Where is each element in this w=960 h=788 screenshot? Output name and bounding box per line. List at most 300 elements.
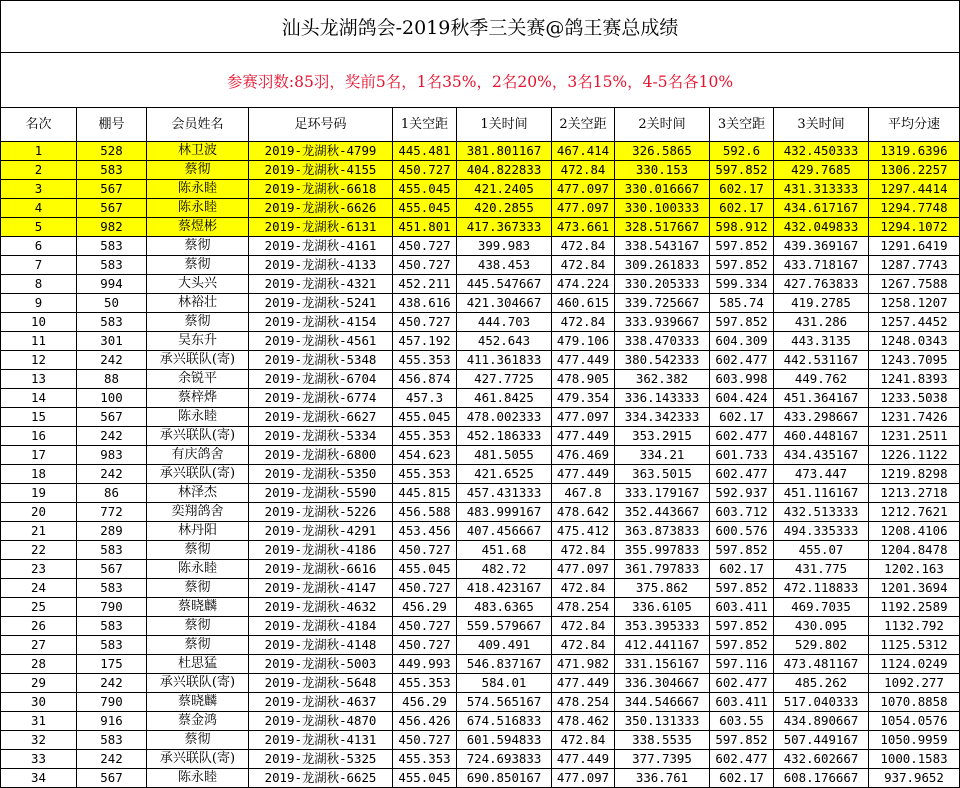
cell-stage1-distance: 455.045 <box>393 769 457 788</box>
cell-stage1-distance: 450.727 <box>393 161 457 180</box>
cell-loft-no: 772 <box>77 503 147 522</box>
cell-stage3-distance: 602.477 <box>710 674 774 693</box>
cell-stage1-time: 559.579667 <box>457 617 552 636</box>
cell-rank: 17 <box>1 446 77 465</box>
cell-rank: 26 <box>1 617 77 636</box>
cell-loft-no: 983 <box>77 446 147 465</box>
cell-stage3-distance: 603.411 <box>710 693 774 712</box>
cell-member-name: 林泽杰 <box>147 484 249 503</box>
cell-stage1-time: 381.801167 <box>457 142 552 161</box>
cell-stage1-time: 418.423167 <box>457 579 552 598</box>
table-row <box>1 503 960 522</box>
cell-stage1-time: 584.01 <box>457 674 552 693</box>
cell-stage3-distance: 598.912 <box>710 218 774 237</box>
cell-stage3-time: 473.447 <box>774 465 869 484</box>
cell-member-name: 蔡彻 <box>147 256 249 275</box>
cell-ring-no: 2019-龙湖秋-5648 <box>249 674 393 693</box>
cell-rank: 13 <box>1 370 77 389</box>
cell-stage2-distance: 477.097 <box>552 560 615 579</box>
cell-stage3-time: 419.2785 <box>774 294 869 313</box>
cell-rank: 22 <box>1 541 77 560</box>
cell-stage3-distance: 592.6 <box>710 142 774 161</box>
cell-stage1-distance: 456.29 <box>393 598 457 617</box>
cell-stage3-distance: 603.712 <box>710 503 774 522</box>
cell-member-name: 蔡彻 <box>147 161 249 180</box>
cell-stage1-distance: 450.727 <box>393 579 457 598</box>
cell-loft-no: 982 <box>77 218 147 237</box>
cell-member-name: 陈永睦 <box>147 769 249 788</box>
column-header-loft-no: 棚号 <box>77 108 147 142</box>
cell-average-speed: 1226.1122 <box>869 446 960 465</box>
cell-stage2-distance: 474.224 <box>552 275 615 294</box>
cell-rank: 18 <box>1 465 77 484</box>
cell-loft-no: 583 <box>77 313 147 332</box>
cell-rank: 4 <box>1 199 77 218</box>
cell-stage2-time: 355.997833 <box>615 541 710 560</box>
cell-stage3-time: 449.762 <box>774 370 869 389</box>
table-row <box>1 256 960 275</box>
cell-stage2-time: 336.761 <box>615 769 710 788</box>
cell-ring-no: 2019-龙湖秋-5241 <box>249 294 393 313</box>
cell-member-name: 杜思猛 <box>147 655 249 674</box>
cell-stage1-time: 457.431333 <box>457 484 552 503</box>
cell-stage1-time: 483.6365 <box>457 598 552 617</box>
cell-loft-no: 567 <box>77 199 147 218</box>
cell-loft-no: 242 <box>77 750 147 769</box>
cell-member-name: 蔡晓麟 <box>147 598 249 617</box>
cell-stage1-distance: 456.588 <box>393 503 457 522</box>
cell-loft-no: 242 <box>77 351 147 370</box>
cell-ring-no: 2019-龙湖秋-6800 <box>249 446 393 465</box>
cell-stage2-time: 344.546667 <box>615 693 710 712</box>
cell-member-name: 林裕壮 <box>147 294 249 313</box>
cell-stage1-time: 404.822833 <box>457 161 552 180</box>
cell-member-name: 蔡彻 <box>147 313 249 332</box>
cell-stage2-time: 309.261833 <box>615 256 710 275</box>
cell-member-name: 陈永睦 <box>147 408 249 427</box>
cell-rank: 25 <box>1 598 77 617</box>
cell-ring-no: 2019-龙湖秋-4155 <box>249 161 393 180</box>
cell-stage2-time: 336.304667 <box>615 674 710 693</box>
cell-member-name: 吴东升 <box>147 332 249 351</box>
cell-stage3-distance: 585.74 <box>710 294 774 313</box>
cell-stage2-distance: 477.449 <box>552 351 615 370</box>
table-row <box>1 693 960 712</box>
cell-stage2-time: 339.725667 <box>615 294 710 313</box>
cell-stage1-time: 478.002333 <box>457 408 552 427</box>
cell-member-name: 蔡煜彬 <box>147 218 249 237</box>
cell-ring-no: 2019-龙湖秋-4186 <box>249 541 393 560</box>
table-row <box>1 332 960 351</box>
table-header <box>1 108 960 142</box>
cell-average-speed: 937.9652 <box>869 769 960 788</box>
cell-stage3-time: 443.3135 <box>774 332 869 351</box>
header-row <box>1 108 960 142</box>
cell-stage1-time: 421.6525 <box>457 465 552 484</box>
cell-rank: 9 <box>1 294 77 313</box>
cell-stage3-time: 451.116167 <box>774 484 869 503</box>
cell-ring-no: 2019-龙湖秋-4184 <box>249 617 393 636</box>
cell-ring-no: 2019-龙湖秋-4154 <box>249 313 393 332</box>
cell-stage1-distance: 455.045 <box>393 560 457 579</box>
cell-stage2-distance: 472.84 <box>552 161 615 180</box>
cell-stage3-time: 432.602667 <box>774 750 869 769</box>
cell-stage3-distance: 597.852 <box>710 256 774 275</box>
cell-member-name: 承兴联队(寄) <box>147 427 249 446</box>
cell-stage2-distance: 472.84 <box>552 636 615 655</box>
cell-stage3-time: 431.286 <box>774 313 869 332</box>
cell-ring-no: 2019-龙湖秋-4870 <box>249 712 393 731</box>
cell-stage2-distance: 477.449 <box>552 750 615 769</box>
cell-stage1-time: 421.2405 <box>457 180 552 199</box>
cell-stage1-distance: 455.353 <box>393 427 457 446</box>
cell-stage2-distance: 478.254 <box>552 693 615 712</box>
cell-rank: 27 <box>1 636 77 655</box>
cell-stage1-time: 452.643 <box>457 332 552 351</box>
cell-average-speed: 1297.4414 <box>869 180 960 199</box>
cell-stage1-distance: 455.353 <box>393 674 457 693</box>
cell-stage2-distance: 460.615 <box>552 294 615 313</box>
cell-stage3-time: 494.335333 <box>774 522 869 541</box>
cell-average-speed: 1233.5038 <box>869 389 960 408</box>
table-row <box>1 370 960 389</box>
cell-stage1-time: 444.703 <box>457 313 552 332</box>
cell-average-speed: 1257.4452 <box>869 313 960 332</box>
cell-average-speed: 1231.2511 <box>869 427 960 446</box>
cell-member-name: 承兴联队(寄) <box>147 351 249 370</box>
cell-stage3-distance: 602.17 <box>710 408 774 427</box>
cell-rank: 21 <box>1 522 77 541</box>
cell-rank: 30 <box>1 693 77 712</box>
cell-stage1-distance: 455.045 <box>393 199 457 218</box>
cell-average-speed: 1202.163 <box>869 560 960 579</box>
cell-stage3-distance: 597.852 <box>710 541 774 560</box>
column-header-ring-no: 足环号码 <box>249 108 393 142</box>
cell-ring-no: 2019-龙湖秋-4291 <box>249 522 393 541</box>
cell-stage2-time: 336.6105 <box>615 598 710 617</box>
cell-average-speed: 1258.1207 <box>869 294 960 313</box>
cell-loft-no: 583 <box>77 161 147 180</box>
cell-stage3-time: 427.763833 <box>774 275 869 294</box>
cell-stage2-time: 338.470333 <box>615 332 710 351</box>
cell-ring-no: 2019-龙湖秋-6626 <box>249 199 393 218</box>
cell-stage2-distance: 471.982 <box>552 655 615 674</box>
cell-stage1-distance: 450.727 <box>393 256 457 275</box>
cell-rank: 2 <box>1 161 77 180</box>
cell-loft-no: 528 <box>77 142 147 161</box>
cell-stage2-time: 328.517667 <box>615 218 710 237</box>
cell-stage3-time: 432.450333 <box>774 142 869 161</box>
cell-ring-no: 2019-龙湖秋-6774 <box>249 389 393 408</box>
cell-loft-no: 567 <box>77 180 147 199</box>
cell-stage3-distance: 602.477 <box>710 465 774 484</box>
cell-stage3-time: 432.049833 <box>774 218 869 237</box>
table-row <box>1 655 960 674</box>
cell-member-name: 蔡彻 <box>147 237 249 256</box>
cell-stage2-distance: 477.449 <box>552 674 615 693</box>
cell-average-speed: 1267.7588 <box>869 275 960 294</box>
cell-stage1-distance: 445.815 <box>393 484 457 503</box>
cell-ring-no: 2019-龙湖秋-4799 <box>249 142 393 161</box>
cell-rank: 19 <box>1 484 77 503</box>
cell-loft-no: 289 <box>77 522 147 541</box>
cell-average-speed: 1070.8858 <box>869 693 960 712</box>
cell-stage3-time: 434.435167 <box>774 446 869 465</box>
cell-average-speed: 1208.4106 <box>869 522 960 541</box>
cell-stage1-distance: 452.211 <box>393 275 457 294</box>
column-header-stage1-distance: 1关空距 <box>393 108 457 142</box>
cell-stage3-distance: 597.852 <box>710 636 774 655</box>
cell-stage1-time: 574.565167 <box>457 693 552 712</box>
cell-stage1-time: 451.68 <box>457 541 552 560</box>
cell-stage3-distance: 597.852 <box>710 237 774 256</box>
cell-stage2-distance: 477.097 <box>552 180 615 199</box>
cell-stage1-time: 481.5055 <box>457 446 552 465</box>
cell-average-speed: 1000.1583 <box>869 750 960 769</box>
table-row <box>1 674 960 693</box>
cell-stage3-distance: 602.477 <box>710 427 774 446</box>
cell-stage1-time: 482.72 <box>457 560 552 579</box>
prize-rules: 参赛羽数:85羽，奖前5名，1名35%，2名20%，3名15%，4-5名各10% <box>0 52 960 108</box>
results-table <box>0 107 960 788</box>
cell-stage2-time: 334.342333 <box>615 408 710 427</box>
cell-stage3-time: 434.890667 <box>774 712 869 731</box>
cell-rank: 15 <box>1 408 77 427</box>
cell-stage3-distance: 603.411 <box>710 598 774 617</box>
cell-stage3-distance: 597.852 <box>710 161 774 180</box>
table-row <box>1 313 960 332</box>
column-header-average-speed: 平均分速 <box>869 108 960 142</box>
cell-loft-no: 583 <box>77 617 147 636</box>
cell-ring-no: 2019-龙湖秋-4133 <box>249 256 393 275</box>
table-row <box>1 465 960 484</box>
cell-stage3-distance: 602.17 <box>710 769 774 788</box>
cell-ring-no: 2019-龙湖秋-6618 <box>249 180 393 199</box>
cell-average-speed: 1219.8298 <box>869 465 960 484</box>
cell-stage3-time: 608.176667 <box>774 769 869 788</box>
cell-member-name: 蔡金鸿 <box>147 712 249 731</box>
table-row <box>1 484 960 503</box>
cell-stage3-distance: 597.852 <box>710 313 774 332</box>
cell-stage1-time: 411.361833 <box>457 351 552 370</box>
table-row <box>1 541 960 560</box>
cell-stage2-time: 326.5865 <box>615 142 710 161</box>
cell-stage3-time: 529.802 <box>774 636 869 655</box>
cell-stage1-distance: 450.727 <box>393 636 457 655</box>
cell-ring-no: 2019-龙湖秋-4637 <box>249 693 393 712</box>
table-row <box>1 636 960 655</box>
cell-stage3-distance: 597.852 <box>710 731 774 750</box>
cell-rank: 5 <box>1 218 77 237</box>
cell-loft-no: 583 <box>77 731 147 750</box>
cell-stage3-time: 507.449167 <box>774 731 869 750</box>
cell-loft-no: 100 <box>77 389 147 408</box>
cell-stage2-time: 330.016667 <box>615 180 710 199</box>
cell-stage2-distance: 472.84 <box>552 731 615 750</box>
cell-loft-no: 583 <box>77 579 147 598</box>
cell-loft-no: 301 <box>77 332 147 351</box>
table-row <box>1 427 960 446</box>
cell-stage3-distance: 602.477 <box>710 351 774 370</box>
cell-average-speed: 1050.9959 <box>869 731 960 750</box>
cell-stage2-time: 375.862 <box>615 579 710 598</box>
cell-member-name: 奕翔鸽舍 <box>147 503 249 522</box>
cell-stage2-time: 352.443667 <box>615 503 710 522</box>
table-row <box>1 275 960 294</box>
cell-ring-no: 2019-龙湖秋-6627 <box>249 408 393 427</box>
cell-stage1-time: 407.456667 <box>457 522 552 541</box>
cell-ring-no: 2019-龙湖秋-4561 <box>249 332 393 351</box>
cell-stage2-time: 336.143333 <box>615 389 710 408</box>
cell-member-name: 蔡彻 <box>147 541 249 560</box>
cell-stage1-distance: 457.3 <box>393 389 457 408</box>
cell-stage1-distance: 455.045 <box>393 180 457 199</box>
cell-stage1-time: 417.367333 <box>457 218 552 237</box>
cell-stage3-distance: 603.998 <box>710 370 774 389</box>
cell-stage2-time: 333.939667 <box>615 313 710 332</box>
cell-member-name: 陈永睦 <box>147 199 249 218</box>
cell-stage3-time: 433.718167 <box>774 256 869 275</box>
cell-stage2-distance: 476.469 <box>552 446 615 465</box>
cell-ring-no: 2019-龙湖秋-4131 <box>249 731 393 750</box>
cell-loft-no: 567 <box>77 408 147 427</box>
cell-rank: 7 <box>1 256 77 275</box>
cell-loft-no: 242 <box>77 427 147 446</box>
cell-stage2-distance: 467.414 <box>552 142 615 161</box>
cell-stage2-distance: 473.661 <box>552 218 615 237</box>
sheet-title: 汕头龙湖鸽会-2019秋季三关赛@鸽王赛总成绩 <box>0 0 960 52</box>
cell-rank: 20 <box>1 503 77 522</box>
cell-member-name: 余锐平 <box>147 370 249 389</box>
cell-ring-no: 2019-龙湖秋-6131 <box>249 218 393 237</box>
table-row <box>1 142 960 161</box>
cell-stage2-distance: 472.84 <box>552 579 615 598</box>
cell-stage1-distance: 445.481 <box>393 142 457 161</box>
cell-ring-no: 2019-龙湖秋-6616 <box>249 560 393 579</box>
cell-average-speed: 1054.0576 <box>869 712 960 731</box>
cell-average-speed: 1213.2718 <box>869 484 960 503</box>
cell-stage2-time: 353.2915 <box>615 427 710 446</box>
cell-loft-no: 583 <box>77 256 147 275</box>
cell-average-speed: 1125.5312 <box>869 636 960 655</box>
table-row <box>1 237 960 256</box>
cell-stage3-distance: 592.937 <box>710 484 774 503</box>
cell-loft-no: 994 <box>77 275 147 294</box>
cell-stage2-time: 361.797833 <box>615 560 710 579</box>
cell-stage3-distance: 602.17 <box>710 560 774 579</box>
cell-stage1-distance: 438.616 <box>393 294 457 313</box>
cell-stage2-distance: 472.84 <box>552 256 615 275</box>
cell-average-speed: 1287.7743 <box>869 256 960 275</box>
cell-stage3-time: 439.369167 <box>774 237 869 256</box>
column-header-member-name: 会员姓名 <box>147 108 249 142</box>
cell-stage3-distance: 599.334 <box>710 275 774 294</box>
cell-stage2-time: 353.395333 <box>615 617 710 636</box>
column-header-stage3-time: 3关时间 <box>774 108 869 142</box>
cell-loft-no: 88 <box>77 370 147 389</box>
cell-stage3-time: 451.364167 <box>774 389 869 408</box>
cell-loft-no: 583 <box>77 636 147 655</box>
cell-loft-no: 242 <box>77 674 147 693</box>
table-row <box>1 617 960 636</box>
cell-stage3-distance: 602.17 <box>710 180 774 199</box>
cell-ring-no: 2019-龙湖秋-5334 <box>249 427 393 446</box>
cell-stage2-distance: 472.84 <box>552 541 615 560</box>
cell-member-name: 有庆鸽舍 <box>147 446 249 465</box>
table-row <box>1 598 960 617</box>
cell-stage2-distance: 472.84 <box>552 313 615 332</box>
cell-stage1-time: 601.594833 <box>457 731 552 750</box>
cell-stage3-distance: 602.477 <box>710 750 774 769</box>
cell-average-speed: 1201.3694 <box>869 579 960 598</box>
cell-rank: 1 <box>1 142 77 161</box>
cell-stage2-time: 412.441167 <box>615 636 710 655</box>
cell-rank: 8 <box>1 275 77 294</box>
cell-stage3-distance: 597.852 <box>710 617 774 636</box>
table-row <box>1 199 960 218</box>
cell-ring-no: 2019-龙湖秋-5325 <box>249 750 393 769</box>
cell-ring-no: 2019-龙湖秋-4321 <box>249 275 393 294</box>
cell-loft-no: 242 <box>77 465 147 484</box>
cell-rank: 3 <box>1 180 77 199</box>
cell-rank: 23 <box>1 560 77 579</box>
cell-member-name: 林卫波 <box>147 142 249 161</box>
cell-loft-no: 790 <box>77 693 147 712</box>
cell-stage3-time: 469.7035 <box>774 598 869 617</box>
cell-ring-no: 2019-龙湖秋-4147 <box>249 579 393 598</box>
cell-stage2-distance: 475.412 <box>552 522 615 541</box>
column-header-stage3-distance: 3关空距 <box>710 108 774 142</box>
cell-stage2-distance: 478.254 <box>552 598 615 617</box>
cell-stage3-distance: 597.852 <box>710 579 774 598</box>
cell-stage1-time: 409.491 <box>457 636 552 655</box>
cell-stage1-time: 421.304667 <box>457 294 552 313</box>
cell-loft-no: 567 <box>77 560 147 579</box>
cell-loft-no: 50 <box>77 294 147 313</box>
cell-stage1-time: 724.693833 <box>457 750 552 769</box>
cell-rank: 10 <box>1 313 77 332</box>
cell-stage3-distance: 601.733 <box>710 446 774 465</box>
table-row <box>1 446 960 465</box>
cell-stage3-distance: 604.424 <box>710 389 774 408</box>
cell-ring-no: 2019-龙湖秋-6625 <box>249 769 393 788</box>
cell-stage1-time: 690.850167 <box>457 769 552 788</box>
cell-stage1-time: 452.186333 <box>457 427 552 446</box>
cell-member-name: 承兴联队(寄) <box>147 674 249 693</box>
cell-stage1-time: 546.837167 <box>457 655 552 674</box>
cell-rank: 31 <box>1 712 77 731</box>
table-body <box>1 142 960 788</box>
table-row <box>1 522 960 541</box>
cell-stage2-distance: 467.8 <box>552 484 615 503</box>
cell-stage1-time: 438.453 <box>457 256 552 275</box>
cell-loft-no: 916 <box>77 712 147 731</box>
cell-member-name: 蔡晓麟 <box>147 693 249 712</box>
cell-rank: 28 <box>1 655 77 674</box>
cell-ring-no: 2019-龙湖秋-5226 <box>249 503 393 522</box>
cell-stage2-time: 363.873833 <box>615 522 710 541</box>
cell-stage1-distance: 456.29 <box>393 693 457 712</box>
cell-ring-no: 2019-龙湖秋-5590 <box>249 484 393 503</box>
cell-stage3-time: 442.531167 <box>774 351 869 370</box>
cell-stage3-distance: 600.576 <box>710 522 774 541</box>
cell-average-speed: 1291.6419 <box>869 237 960 256</box>
cell-stage1-distance: 456.426 <box>393 712 457 731</box>
cell-rank: 12 <box>1 351 77 370</box>
cell-average-speed: 1294.7748 <box>869 199 960 218</box>
table-row <box>1 579 960 598</box>
cell-ring-no: 2019-龙湖秋-5350 <box>249 465 393 484</box>
